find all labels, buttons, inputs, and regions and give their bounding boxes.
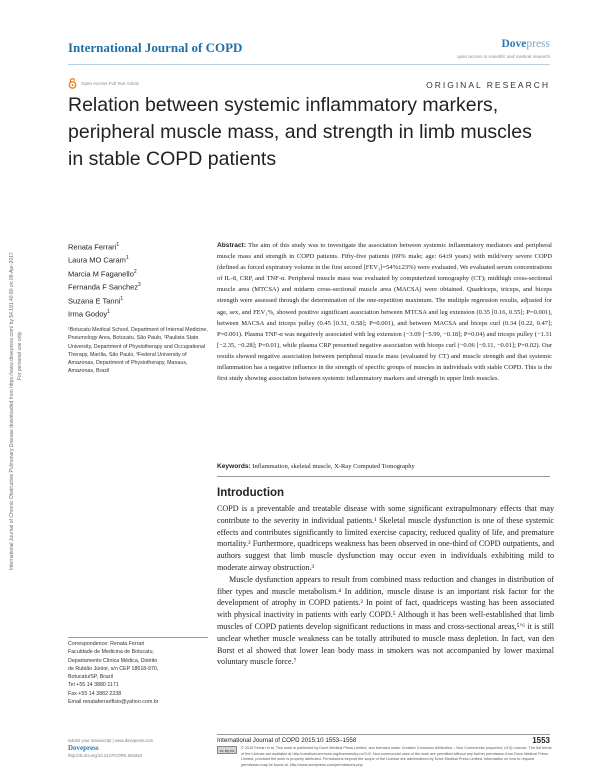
publisher-name-light: press [526,38,550,50]
article-type: ORIGINAL RESEARCH [426,80,550,90]
footer-divider [217,734,550,735]
author: Renata Ferrari$^1$ [68,242,120,252]
author-list [68,240,208,320]
article-title: Relation between systemic inflammatory markers, peripheral muscle mass, and strength in limb muscles in stable COPD patients [68,94,532,170]
correspondence-email[interactable]: Email renataferrarifisio@yahoo.com.br [68,699,159,706]
introduction-body [217,503,554,668]
publisher-logo [501,38,550,50]
keywords [217,463,552,470]
doi-link[interactable]: http://dx.doi.org/10.2147/COPD.S81853 [68,753,143,758]
keywords-label: Keywords: [217,463,251,470]
correspondence-line: de Rubião Júnior, s/n CEP 18618-970, [68,665,159,672]
author: Irma Godoy$^1$ [68,309,110,319]
affiliation-text: ¹Botucatu Medical School, Department of Internal Medicine, Pneumology Area, Botucatu, São Paulo, ²Paulista State University, Department of Physiotherapy and Occupational Therapy, Marília, São Paulo, ³Federal University of Amazonas, Department of Physiotherapy, Manaus, Amazonas, Brazil [68,327,208,375]
footer-journal-citation: International Journal of COPD 2015:10 1553–1558 [217,737,357,744]
footer-publisher-block [68,738,208,759]
correspondence-line: Departamento Clínica Médica, Distrito [68,657,158,664]
creative-commons-icon: cc by nc [217,746,237,754]
download-watermark [2,100,34,570]
introduction-heading: Introduction [217,487,285,499]
keywords-text: Inflammation, skeletal muscle, X-Ray Computed Tomography [252,463,415,470]
open-access-badge [68,78,139,89]
correspondence-block [68,640,208,706]
publisher-tagline: open access to scientific and medical research [456,54,550,59]
correspondence-line: Faculdade de Medicina de Botucatu, [68,649,154,656]
abstract-divider [217,476,550,477]
license-text: © 2015 Ferrari et al. This work is published by Dove Medical Press Limited, and licensed under Creative Commons Attribution – Non Commercial (unported, v3.0) License. The full terms of the License are available at http://creativecommons.org/licenses/by-nc/3.0/. Non-commercial uses of the work are permitted without any further permission from Dove Medical Press Limited, provided the work is properly attributed. Permissions beyond the scope of the License are administered by Dove Medical Press Limited. Information on how to request permission may be found at: http://www.dovepress.com/permissions.php [241,746,552,767]
header-divider [68,64,550,65]
abstract [217,240,552,384]
correspondence-line: Fax +55 14 3882 2238 [68,690,122,697]
open-access-label: Open Access Full Text Article [81,81,139,86]
author: Suzana E Tanni$^1$ [68,295,124,306]
author-affiliations [68,326,208,376]
correspondence-divider [68,637,208,638]
publisher-name-bold: Dove [501,38,527,50]
correspondence-line: Correspondence: Renata Ferrari [68,641,145,647]
correspondence-line: Botucatu/SP, Brazil [68,674,113,681]
footer-dovepress-logo: Dovepress [68,744,99,752]
page-number: 1553 [532,736,550,745]
correspondence-line: Tel +55 14 3880 1171 [68,682,119,689]
paragraph: Muscle dysfunction appears to result from combined mass reduction and changes in distribution of fiber types and muscle metabolism.⁴ In addition, muscle disuse is an important risk factor for the development of atrophy in COPD patients.² In point of fact, quadriceps wasting has been associated with physical inactivity in patients with early COPD.⁵ Although it has been well-established that limb muscles of COPD patients develop significant reductions in mass and cross-sectional areas,⁵ʼ⁶ it is still unclear whether muscle weakness can be totally attributed to muscle mass depletion. In fact, van den Borst et al showed that lower lean body mass in smokers was not accompanied by lower maximal voluntary muscle force.⁷ [217,574,554,667]
open-access-lock-icon [68,78,77,89]
author: Fernanda F Sanchez$^3$ [68,282,141,292]
license-block [217,746,552,768]
paragraph: COPD is a preventable and treatable disease with some significant extrapulmonary effects that may contribute to the severity in individual patients.¹ Skeletal muscle dysfunction is one of these systemic effects and contributes significantly to limited exercise capacity, reduced quality of life, and premature mortality.² Furthermore, quadriceps weakness has been observed in one-third of COPD outpatients, and authors suggest that limb muscle dysfunction may occur even in individuals exhibiting mild to moderate airway obstruction.³ [217,504,554,572]
abstract-label: Abstract: [217,242,246,249]
abstract-text: The aim of this study was to investigate the association between systemic inflammatory mediators and peripheral muscle mass and strength in COPD patients. Fifty-five patients (69% male; age: 64±9 years) with mild/very severe COPD (defined as forced expiratory volume in the first second [FEV₁]=54%±23%) were evaluated. We evaluated serum concentrations of IL-8, CRP, and TNF-α. Peripheral muscle mass was evaluated by computerized tomography (CT); midthigh cross-sectional muscle area (MTCSA) and midarm cross-sectional muscle area (MACSA) were obtained. Quadriceps, triceps, and biceps strength were assessed through the determination of the one-repetition maximum. The multiple regression results, adjusted for age, sex, and FEV₁%, showed positive significant association between MTCSA and leg extension (0.35 [0.16, 0.55]; P=0.001), between MACSA and triceps pulley (0.45 [0.31, 0.58]; P=0.001), and between MACSA and biceps curl (0.34 [0.22, 0.47]; P=0.001). Plasma TNF-α was negatively associated with leg extension (−3.09 [−5.99, −0.18]; P=0.04) and triceps pulley (−1.31 [−2.35, −0.28]; P=0.01), while plasma CRP presented negative association with biceps curl (−0.06 [−0.11, −0.01]; P=0.02). Our results showed negative association between peripheral muscle mass (evaluated by CT) and muscle strength and that systemic inflammation has a negative influence in the strength of specific groups of muscles in individuals with stable COPD. This is the first study showing association between systemic inflammatory markers and strength in upper limb muscles. [217,242,552,383]
submit-manuscript-link[interactable]: submit your manuscript | www.dovepress.com [68,738,154,743]
author: Laura MO Caram$^1$ [68,255,129,265]
watermark-line-1: International Journal of Chronic Obstructive Pulmonary Disease downloaded from https://www.dovepress.com/ by 54.191.40.80 on 09-Apr-2017 [9,252,15,570]
author: Marcia M Faganello$^2$ [68,268,137,279]
watermark-line-2: For personal use only. [17,330,23,380]
journal-title: International Journal of COPD [68,40,243,55]
